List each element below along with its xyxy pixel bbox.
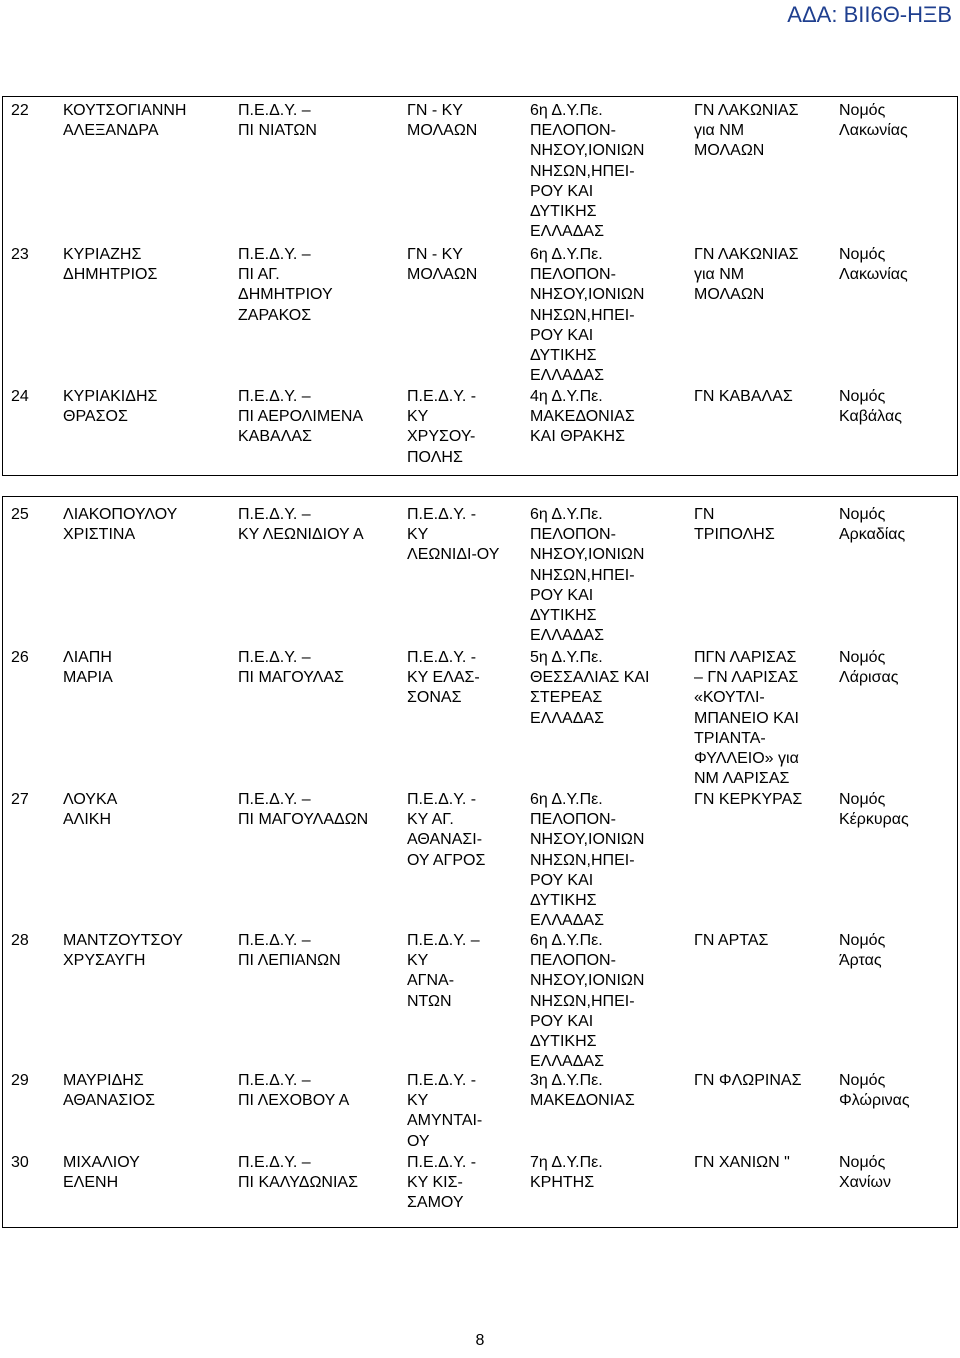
health-region: 5η Δ.Υ.Πε. ΘΕΣΣΑΛΙΑΣ ΚΑΙ ΣΤΕΡΕΑΣ ΕΛΛΑΔΑΣ xyxy=(530,649,650,727)
origin-unit: Π.Ε.Δ.Υ. – ΠΙ ΜΑΓΟΥΛΑΔΩΝ xyxy=(238,791,369,829)
row-number: 24 xyxy=(11,388,29,405)
page-number: 8 xyxy=(475,1332,485,1349)
health-region: 6η Δ.Υ.Πε. ΠΕΛΟΠΟΝ- ΝΗΣΟΥ,ΙΟΝΙΩΝ ΝΗΣΩΝ,ΗΠΕΙ- ΡΟΥ ΚΑΙ ΔΥΤΙΚΗΣ ΕΛΛΑΔΑΣ xyxy=(530,791,645,930)
health-center: Π.Ε.Δ.Υ. - ΚΥ ΚΙΣ- ΣΑΜΟΥ xyxy=(407,1154,477,1212)
employee-name: ΛΟΥΚΑ ΑΛΙΚΗ xyxy=(63,791,118,829)
health-region: 7η Δ.Υ.Πε. ΚΡΗΤΗΣ xyxy=(530,1154,603,1192)
placements-table-1 xyxy=(2,96,958,476)
row-number: 22 xyxy=(11,102,29,119)
row-number: 25 xyxy=(11,506,29,523)
health-center: ΓΝ - ΚΥ ΜΟΛΑΩΝ xyxy=(407,102,478,140)
hospital: ΓΝ ΧΑΝΙΩΝ " xyxy=(694,1154,790,1171)
origin-unit: Π.Ε.Δ.Υ. – ΠΙ ΛΕΧΟΒΟΥ Α xyxy=(238,1072,350,1110)
hospital: ΓΝ ΤΡΙΠΟΛΗΣ xyxy=(694,506,775,544)
employee-name: ΜΑΝΤΖΟΥΤΣΟΥ ΧΡΥΣΑΥΓΗ xyxy=(63,932,183,970)
health-center: Π.Ε.Δ.Υ. - ΚΥ ΑΓ. ΑΘΑΝΑΣΙ- ΟΥ ΑΓΡΟΣ xyxy=(407,791,486,869)
placements-table-2 xyxy=(2,496,958,1228)
hospital: ΓΝ ΦΛΩΡΙΝΑΣ xyxy=(694,1072,802,1089)
health-center: Π.Ε.Δ.Υ. – ΚΥ ΑΓΝΑ- ΝΤΩΝ xyxy=(407,932,480,1010)
health-center: Π.Ε.Δ.Υ. - ΚΥ ΛΕΩΝΙΔΙ-ΟΥ xyxy=(407,506,500,564)
employee-name: ΜΙΧΑΛΙΟΥ ΕΛΕΝΗ xyxy=(63,1154,140,1192)
prefecture: Νομός Λακωνίας xyxy=(839,246,908,284)
health-region: 6η Δ.Υ.Πε. ΠΕΛΟΠΟΝ- ΝΗΣΟΥ,ΙΟΝΙΩΝ ΝΗΣΩΝ,ΗΠΕΙ- ΡΟΥ ΚΑΙ ΔΥΤΙΚΗΣ ΕΛΛΑΔΑΣ xyxy=(530,246,645,385)
origin-unit: Π.Ε.Δ.Υ. – ΠΙ ΚΑΛΥΔΩΝΙΑΣ xyxy=(238,1154,358,1192)
row-number: 26 xyxy=(11,649,29,666)
row-number: 28 xyxy=(11,932,29,949)
employee-name: ΛΙΑΚΟΠΟΥΛΟΥ ΧΡΙΣΤΙΝΑ xyxy=(63,506,178,544)
health-center: Π.Ε.Δ.Υ. - ΚΥ ΧΡΥΣΟΥ- ΠΟΛΗΣ xyxy=(407,388,477,466)
row-number: 30 xyxy=(11,1154,29,1171)
hospital: ΠΓΝ ΛΑΡΙΣΑΣ – ΓΝ ΛΑΡΙΣΑΣ «ΚΟΥΤΛΙ- ΜΠΑΝΕΙΟ ΚΑΙ ΤΡΙΑΝΤΑ- ΦΥΛΛΕΙΟ» για ΝΜ ΛΑΡΙΣΑΣ xyxy=(694,649,799,788)
health-region: 3η Δ.Υ.Πε. ΜΑΚΕΔΟΝΙΑΣ xyxy=(530,1072,635,1110)
row-number: 27 xyxy=(11,791,29,808)
origin-unit: Π.Ε.Δ.Υ. – ΠΙ ΑΕΡΟΛΙΜΕΝΑ ΚΑΒΑΛΑΣ xyxy=(238,388,364,446)
health-center: Π.Ε.Δ.Υ. - ΚΥ ΑΜΥΝΤΑΙ- ΟΥ xyxy=(407,1072,483,1150)
prefecture: Νομός Κέρκυρας xyxy=(839,791,909,829)
prefecture: Νομός Καβάλας xyxy=(839,388,902,426)
employee-name: ΜΑΥΡΙΔΗΣ ΑΘΑΝΑΣΙΟΣ xyxy=(63,1072,156,1110)
employee-name: ΚΥΡΙΑΚΙΔΗΣ ΘΡΑΣΟΣ xyxy=(63,388,158,426)
health-region: 6η Δ.Υ.Πε. ΠΕΛΟΠΟΝ- ΝΗΣΟΥ,ΙΟΝΙΩΝ ΝΗΣΩΝ,ΗΠΕΙ- ΡΟΥ ΚΑΙ ΔΥΤΙΚΗΣ ΕΛΛΑΔΑΣ xyxy=(530,506,645,645)
prefecture: Νομός Φλώρινας xyxy=(839,1072,910,1110)
hospital: ΓΝ ΚΑΒΑΛΑΣ xyxy=(694,388,793,405)
origin-unit: Π.Ε.Δ.Υ. – ΠΙ ΜΑΓΟΥΛΑΣ xyxy=(238,649,344,687)
prefecture: Νομός Χανίων xyxy=(839,1154,891,1192)
prefecture: Νομός Λάρισας xyxy=(839,649,899,687)
health-region: 6η Δ.Υ.Πε. ΠΕΛΟΠΟΝ- ΝΗΣΟΥ,ΙΟΝΙΩΝ ΝΗΣΩΝ,ΗΠΕΙ- ΡΟΥ ΚΑΙ ΔΥΤΙΚΗΣ ΕΛΛΑΔΑΣ xyxy=(530,932,645,1071)
prefecture: Νομός Άρτας xyxy=(839,932,886,970)
employee-name: ΚΟΥΤΣΟΓΙΑΝΝΗ ΑΛΕΞΑΝΔΡΑ xyxy=(63,102,187,140)
employee-name: ΛΙΑΠΗ ΜΑΡΙΑ xyxy=(63,649,113,687)
prefecture: Νομός Αρκαδίας xyxy=(839,506,906,544)
hospital: ΓΝ ΚΕΡΚΥΡΑΣ xyxy=(694,791,803,808)
row-number: 23 xyxy=(11,246,29,263)
employee-name: ΚΥΡΙΑΖΗΣ ΔΗΜΗΤΡΙΟΣ xyxy=(63,246,158,284)
prefecture: Νομός Λακωνίας xyxy=(839,102,908,140)
health-center: Π.Ε.Δ.Υ. - ΚΥ ΕΛΑΣ- ΣΟΝΑΣ xyxy=(407,649,480,707)
health-region: 6η Δ.Υ.Πε. ΠΕΛΟΠΟΝ- ΝΗΣΟΥ,ΙΟΝΙΩΝ ΝΗΣΩΝ,ΗΠΕΙ- ΡΟΥ ΚΑΙ ΔΥΤΙΚΗΣ ΕΛΛΑΔΑΣ xyxy=(530,102,645,241)
hospital: ΓΝ ΛΑΚΩΝΙΑΣ για ΝΜ ΜΟΛΑΩΝ xyxy=(694,246,799,304)
origin-unit: Π.Ε.Δ.Υ. – ΠΙ ΛΕΠΙΑΝΩΝ xyxy=(238,932,341,970)
hospital: ΓΝ ΑΡΤΑΣ xyxy=(694,932,769,949)
ada-header: ΑΔΑ: ΒΙΙ6Θ-ΗΞΒ xyxy=(787,2,952,27)
origin-unit: Π.Ε.Δ.Υ. – ΠΙ ΝΙΑΤΩΝ xyxy=(238,102,317,140)
row-number: 29 xyxy=(11,1072,29,1089)
health-center: ΓΝ - ΚΥ ΜΟΛΑΩΝ xyxy=(407,246,478,284)
health-region: 4η Δ.Υ.Πε. ΜΑΚΕΔΟΝΙΑΣ ΚΑΙ ΘΡΑΚΗΣ xyxy=(530,388,635,446)
hospital: ΓΝ ΛΑΚΩΝΙΑΣ για ΝΜ ΜΟΛΑΩΝ xyxy=(694,102,799,160)
origin-unit: Π.Ε.Δ.Υ. – ΠΙ ΑΓ. ΔΗΜΗΤΡΙΟΥ ΖΑΡΑΚΟΣ xyxy=(238,246,333,324)
origin-unit: Π.Ε.Δ.Υ. – ΚΥ ΛΕΩΝΙΔΙΟΥ Α xyxy=(238,506,364,544)
